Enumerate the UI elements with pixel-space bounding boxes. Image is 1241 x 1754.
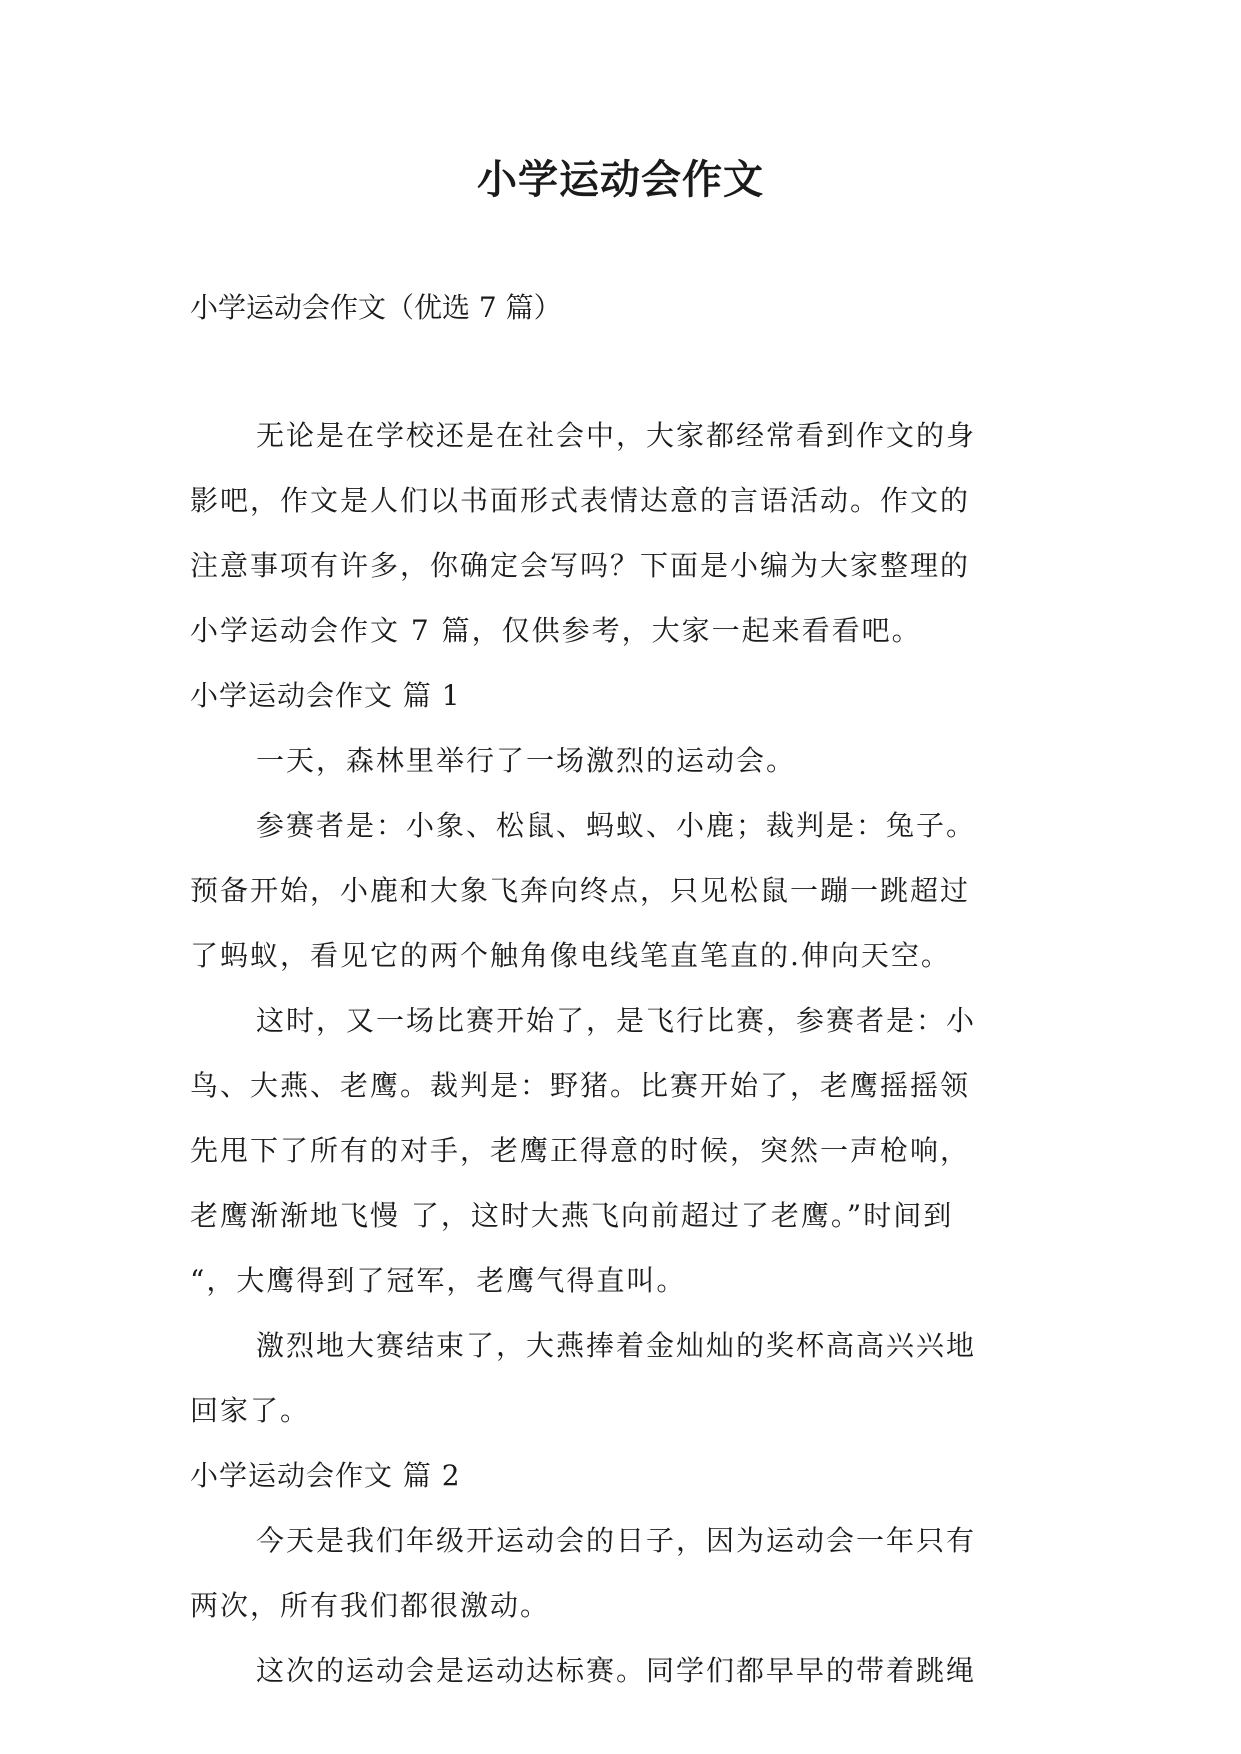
document-title: 小学运动会作文 <box>477 156 764 203</box>
paragraph-line: 注意事项有许多，你确定会写吗？下面是小编为大家整理的 <box>190 549 971 582</box>
paragraph-line: 两次，所有我们都很激动。 <box>190 1589 551 1622</box>
paragraph-line: 这时，又一场比赛开始了，是飞行比赛，参赛者是：小 <box>256 1004 977 1037</box>
paragraph-line: 预备开始，小鹿和大象飞奔向终点，只见松鼠一蹦一跳超过 <box>190 874 971 907</box>
paragraph-line: 一天，森林里举行了一场激烈的运动会。 <box>256 744 797 777</box>
paragraph-line: 先甩下了所有的对手，老鹰正得意的时候，突然一声枪响， <box>190 1134 971 1167</box>
paragraph-line: 了蚂蚁，看见它的两个触角像电线笔直笔直的.伸向天空。 <box>190 939 951 972</box>
paragraph-line: 无论是在学校还是在社会中，大家都经常看到作文的身 <box>256 419 977 452</box>
paragraph-line: 激烈地大赛结束了，大燕捧着金灿灿的奖杯高高兴兴地 <box>256 1329 977 1362</box>
section-heading: 小学运动会作文 篇 1 <box>190 679 461 712</box>
paragraph-line: 参赛者是：小象、松鼠、蚂蚁、小鹿；裁判是：兔子。 <box>256 809 977 842</box>
paragraph-line: 鸟、大燕、老鹰。裁判是：野猪。比赛开始了，老鹰摇摇领 <box>190 1069 971 1102</box>
paragraph-line: 回家了。 <box>190 1394 311 1427</box>
paragraph-line: 老鹰渐渐地飞慢 了，这时大燕飞向前超过了老鹰。”时间到 <box>190 1199 954 1232</box>
paragraph-line: 影吧，作文是人们以书面形式表情达意的言语活动。作文的 <box>190 484 971 517</box>
section-heading: 小学运动会作文 篇 2 <box>190 1459 461 1492</box>
paragraph-line: 这次的运动会是运动达标赛。同学们都早早的带着跳绳 <box>256 1654 977 1687</box>
document-body <box>190 403 1070 1703</box>
paragraph-line: “，大鹰得到了冠军，老鹰气得直叫。 <box>190 1264 687 1297</box>
paragraph-line: 今天是我们年级开运动会的日子，因为运动会一年只有 <box>256 1524 977 1557</box>
paragraph-line: 小学运动会作文 7 篇，仅供参考，大家一起来看看吧。 <box>190 614 922 647</box>
document-subtitle: 小学运动会作文（优选 7 篇） <box>190 291 562 324</box>
